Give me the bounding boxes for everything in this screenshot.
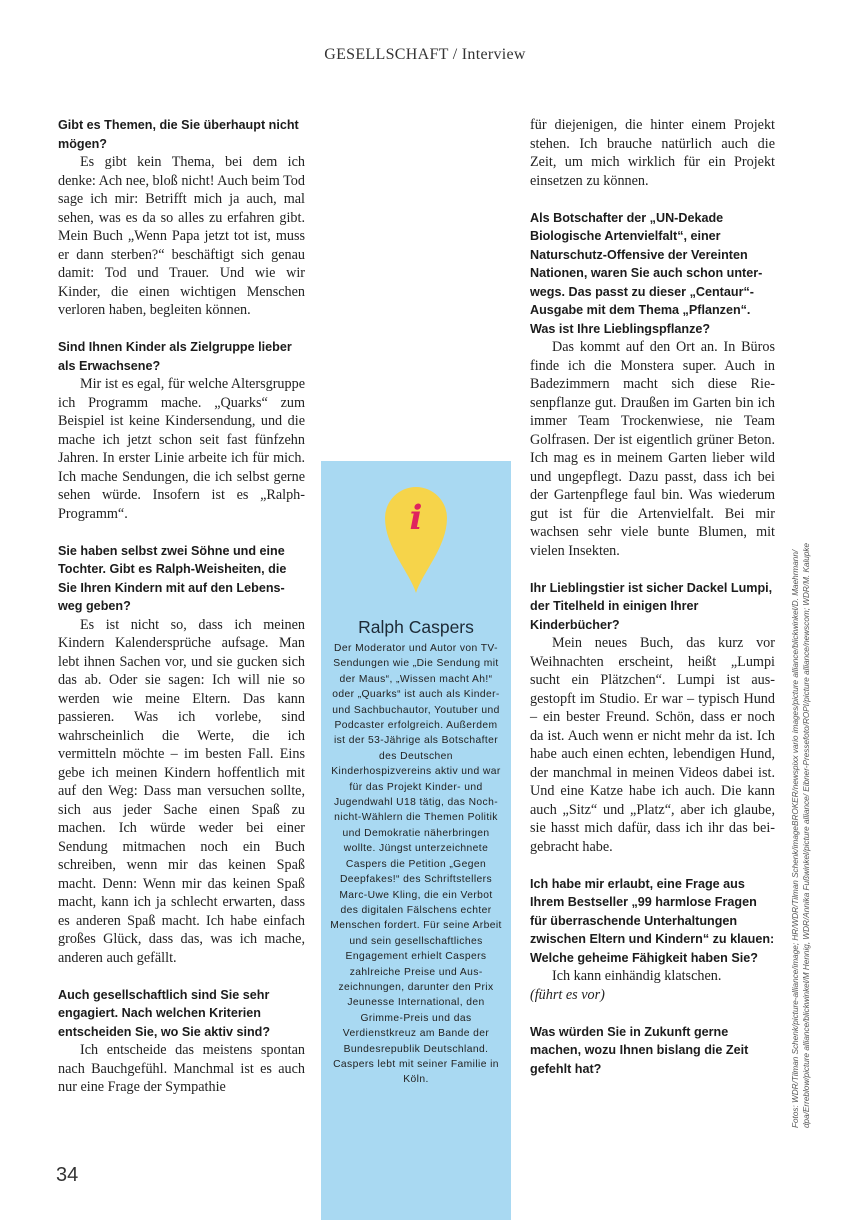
section-header: GESELLSCHAFT / Interview (324, 46, 526, 63)
answer: Mein neues Buch, das kurz vor Weihnachten erscheint, heißt „Lumpi sucht ein Plätzchen“. Lumpi ist ausgestopft im Studio. Er war – typisch Hund – ein bester Freund. Schön, dass er noch da ist. Auch wenn er nicht mehr da ist. Ich habe auch einen echten, lebendigen Hund, der manchmal in meinen Videos dabei ist. Und eine Katze habe ich auch. Die kann auch „Sitz“ und „Platz“, aber ich glaube, sie hasst mich dafür, dass ich ihr das beigebracht habe. (530, 635, 775, 855)
page-number: 34 (56, 1164, 79, 1186)
question: Als Botschafter der „UN-Dekade Biologische Artenvielfalt“, einer Naturschutz-Offensive der Vereinten Nationen, waren Sie auch schon unterwegs. Das passt zu dieser „Centaur“-Ausgabe mit dem Thema „Pflanzen“. Was ist Ihre Lieblingspflanze? (530, 210, 763, 336)
photo-credits: Fotos: WDR/Tilman Schenk/picture-alliance/image; HR/WDR/Tilman Schenk/imageBROKER/newspixx vario images/picture alliance/blickwinkel/D. Maehrmann/ dpa/Erreblow/picture alliance/blickwinkel/M Hennig, WDR/Annika Fußwinkel/picture alliance/ Eibner-Pressefoto/ROPI/picture alliance/newscom; WDR/M. Kalupke (791, 542, 811, 1128)
stage-direction: (führt es vor) (530, 986, 605, 1003)
person-name: Ralph Caspers (358, 617, 474, 637)
answer: Es gibt kein Thema, bei dem ich denke: Ach nee, bloß nicht! Auch beim Tod sage ich mir: Betrifft mich ja auch, mal sehen, was es da so alles zu erfahren gibt. Mein Buch „Wenn Papa jetzt tot ist, muss er dann sterben?“ beschäftigt sich genau damit: Tod und Trauer. Und wie wir Kinder, die einen wichtigen Menschen verloren haben, begleiten können. (58, 154, 305, 318)
question: Sie haben selbst zwei Söhne und eine Tochter. Gibt es Ralph-Weisheiten, die Sie Ihren Kindern mit auf den Lebensweg geben? (58, 543, 287, 613)
info-letter: i (409, 498, 423, 538)
question: Ihr Lieblingstier ist sicher Dackel Lumpi, der Titelheld in einigen Ihrer Kinderbücher? (530, 580, 773, 632)
question: Auch gesellschaftlich sind Sie sehr engagiert. Nach welchen Kriterien entscheiden Sie, wo Sie aktiv sind? (58, 987, 271, 1039)
person-bio: Der Moderator und Autor von TV-Sendungen wie „Die Sendung mit der Maus“, „Wissen macht Ah!“ oder „Quarks“ ist auch als Kinder- und Sachbuchautor, Youtuber und Podcaster erfolgreich. Außerdem ist der 53-Jährige als Botschafter des Deutschen Kinderhospizvereins aktiv und war für das Projekt Kinder- und Jugendwahl U18 tätig, das Noch-nicht-Wählern die Themen Politik und Demokratie näherbringen wollte. Jüngst unterzeichnete Caspers die Petition „Gegen Deepfakes!“ des Schriftstellers Marc-Uwe Kling, die ein Verbot des digitalen Fälschens echter Menschen fordert. Für seine Arbeit und sein gesellschaftliches Engagement erhielt Caspers zahlreiche Preise und Auszeichnungen, darunter den Prix Jeunesse International, den Grimme-Preis und das Verdienstkreuz am Bande der Bundesrepublik Deutschland. Caspers lebt mit seiner Familie in Köln. (330, 643, 502, 1086)
answer: Es ist nicht so, dass ich meinen Kindern Kalendersprüche aufsage. Man lebt ihnen Sachen vor, und sie gucken sich das ab. Oder sie sagen: Ich will nie so werden wie meine Eltern. Das kann passieren. Was ich vorlebe, sind wahrscheinlich die Werte, die ich vermitteln möchte – im besten Fall. Eins gebe ich meinen Kindern hoffentlich mit auf den Weg: Dass man versuchen sollte, sich aus jeder Sache einen Spaß zu machen. Ich würde weder bei einer Sendung mitmachen noch ein Buch schreiben, wenn mir das keinen Spaß macht. Denn: Wenn mir das keinen Spaß macht, kann ich ja schlecht erwarten, dass es anderen Spaß macht. Ich habe einfach großes Glück, dass das, was ich mache, anderen auch gefällt. (58, 616, 305, 966)
info-pin-icon (383, 485, 449, 595)
answer: Ich kann einhändig klatschen. (552, 968, 722, 984)
question: Sind Ihnen Kinder als Zielgruppe lieber als Erwachsene? (58, 340, 292, 373)
right-column (530, 116, 775, 1078)
answer: Das kommt auf den Ort an. In Büros finde ich die Monstera super. Auch in Badezimmern macht sich diese Riesenpflanze gut. Draußen im Garten bin ich immer Team Trockenwiese, nie Team Golfrasen. Der ist eigentlich grüner Beton. Ich mag es in meinem Garten lieber wild und ungepflegt. Dazu passt, dass ich bei der Gartenpflege faul bin. Was wiederum gut ist für die Artenvielfalt. Bei mir wachsen sehr viele bunte Blumen, mit vielen Insekten. (530, 339, 775, 559)
question: Ich habe mir erlaubt, eine Frage aus Ihrem Bestseller „99 harmlose Fragen für überraschende Unterhaltungen zwischen Eltern und Kindern“ zu klauen: Welche geheime Fähigkeit haben Sie? (530, 876, 775, 965)
question: Was würden Sie in Zukunft gerne machen, wozu Ihnen bislang die Zeit gefehlt hat? (530, 1024, 749, 1076)
question: Gibt es Themen, die Sie überhaupt nicht mögen? (58, 118, 299, 151)
answer: Mir ist es egal, für welche Altersgruppe ich Programm mache. „Quarks“ zum Beispiel ist keine Kindersendung, und die mache ich jetzt schon seit fast fünfzehn Jahren. In erster Linie arbeite ich für mich. Ich mache Sendungen, die ich selbst gerne sehen würde. Insofern ist es „Ralph-Programm“. (58, 376, 305, 522)
answer-continuation: für diejenigen, die hinter einem Projekt stehen. Ich brauche natürlich auch die Zeit, um mich wirklich für ein Projekt einsetzen zu können. (530, 117, 775, 189)
info-box (321, 461, 511, 1220)
answer: Ich entscheide das meistens spontan nach Bauchgefühl. Manchmal ist es auch nur eine Frage der Sympathie (58, 1042, 305, 1095)
left-column (58, 116, 305, 1097)
